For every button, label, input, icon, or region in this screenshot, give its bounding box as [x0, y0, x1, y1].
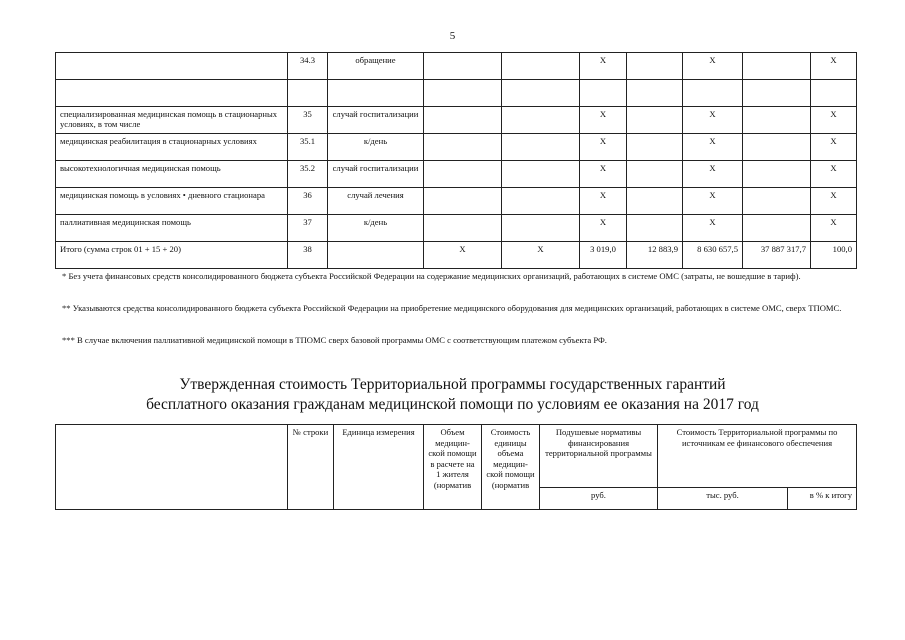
- table-cell-c6: Х: [580, 53, 627, 80]
- table-cell-c6: Х: [580, 188, 627, 215]
- table-cell-c4: [424, 53, 502, 80]
- table-row: [56, 242, 857, 269]
- table-cell-code: 38: [288, 242, 328, 269]
- approved-cost-table-header: [55, 424, 857, 510]
- page-number: 5: [449, 30, 456, 42]
- table-cell-c6: Х: [580, 107, 627, 134]
- table-cell-unit: к/день: [328, 215, 424, 242]
- table-cell-c9: [743, 215, 811, 242]
- table-cell-unit: случай госпитализации: [328, 107, 424, 134]
- table-cell-c5: [502, 215, 580, 242]
- table-cell-c7: [627, 80, 683, 107]
- table-cell-code: 36: [288, 188, 328, 215]
- table-cell-code: 34.3: [288, 53, 328, 80]
- table-cell-c5: Х: [502, 242, 580, 269]
- table-cell-c4: Х: [424, 242, 502, 269]
- table-cell-unit: [328, 242, 424, 269]
- table-row: [56, 80, 857, 107]
- table-cell-c8: Х: [683, 134, 743, 161]
- table-cell-c9: 37 887 317,7: [743, 242, 811, 269]
- table-cell-c10: Х: [811, 134, 857, 161]
- table-cell-c9: [743, 188, 811, 215]
- header-unit: Единица измерения: [334, 425, 424, 510]
- table-cell-unit: случай лечения: [328, 188, 424, 215]
- table-row: [56, 107, 857, 134]
- table-cell-unit: к/день: [328, 134, 424, 161]
- table-cell-c7: [627, 161, 683, 188]
- table-cell-c8: [683, 80, 743, 107]
- section-title-line2: бесплатного оказания гражданам медицинской помощи по условиям ее оказания на 2017 год: [146, 396, 759, 413]
- table-cell-c5: [502, 161, 580, 188]
- header-percent-total: в % к итогу: [788, 488, 857, 510]
- section-title-line1: Утвержденная стоимость Территориальной программы государственных гарантий: [179, 376, 726, 393]
- header-per-capita-norms: Подушевые нормативы финансирования территориальной программы: [540, 425, 658, 488]
- header-thousand-rub: тыс. руб.: [658, 488, 788, 510]
- table-cell-name: медицинская реабилитация в стационарных условиях: [56, 134, 288, 161]
- table-cell-c10: Х: [811, 53, 857, 80]
- table-cell-c10: Х: [811, 161, 857, 188]
- table-row: [56, 134, 857, 161]
- header-cost-by-source: Стоимость Территориальной программы по источникам ее финансового обеспечения: [658, 425, 857, 488]
- table-row: [56, 161, 857, 188]
- table-cell-name: Итого (сумма строк 01 + 15 + 20): [56, 242, 288, 269]
- table-cell-c6: Х: [580, 161, 627, 188]
- cost-table-continued: [55, 52, 857, 269]
- header-row-number: № строки: [288, 425, 334, 510]
- table-cell-c10: Х: [811, 107, 857, 134]
- table-cell-c9: [743, 134, 811, 161]
- table-cell-unit: случай госпитализации: [328, 161, 424, 188]
- table-cell-c7: 12 883,9: [627, 242, 683, 269]
- table-cell-code: [288, 80, 328, 107]
- table-cell-name: паллиативная медицинская помощь: [56, 215, 288, 242]
- table-cell-c4: [424, 215, 502, 242]
- table-cell-name: [56, 53, 288, 80]
- table-cell-code: 35.1: [288, 134, 328, 161]
- table-cell-c9: [743, 80, 811, 107]
- table-row: [56, 215, 857, 242]
- table-cell-c7: [627, 215, 683, 242]
- table-cell-c10: [811, 80, 857, 107]
- table-cell-c4: [424, 80, 502, 107]
- table-cell-c5: [502, 134, 580, 161]
- table-cell-code: 35: [288, 107, 328, 134]
- table-cell-c7: [627, 53, 683, 80]
- header-name-cell: [56, 425, 288, 510]
- table-cell-c7: [627, 134, 683, 161]
- table-cell-c4: [424, 107, 502, 134]
- table-cell-c10: 100,0: [811, 242, 857, 269]
- table-row: [56, 53, 857, 80]
- table-cell-c8: 8 630 657,5: [683, 242, 743, 269]
- table-cell-c8: Х: [683, 107, 743, 134]
- table-cell-name: специализированная медицинская помощь в стационарных условиях, в том числе: [56, 107, 288, 134]
- table-cell-c5: [502, 80, 580, 107]
- table-cell-unit: обращение: [328, 53, 424, 80]
- table-cell-c6: [580, 80, 627, 107]
- table-row: [56, 188, 857, 215]
- footnote-2: ** Указываются средства консолидированного бюджета субъекта Российской Федерации на приобретение медицинского оборудования для медицинских организаций, работающих в системе ОМС, сверх ТПОМС.: [62, 303, 842, 313]
- table-cell-c9: [743, 161, 811, 188]
- table-cell-c4: [424, 161, 502, 188]
- table-cell-code: 35.2: [288, 161, 328, 188]
- header-volume: Объем медицин-ской помощи в расчете на 1 жителя (норматив: [424, 425, 482, 510]
- header-unit-cost: Стоимость единицы объема медицин-ской помощи (норматив: [482, 425, 540, 510]
- table-cell-c8: Х: [683, 188, 743, 215]
- table-cell-c6: Х: [580, 215, 627, 242]
- table-cell-c8: Х: [683, 53, 743, 80]
- footnote-1: * Без учета финансовых средств консолидированного бюджета субъекта Российской Федерации на содержание медицинских организаций, работающих в системе ОМС (затраты, не вошедшие в тариф).: [62, 271, 801, 281]
- table-cell-c4: [424, 134, 502, 161]
- table-cell-name: медицинская помощь в условиях • дневного стационара: [56, 188, 288, 215]
- table-cell-code: 37: [288, 215, 328, 242]
- table-cell-c5: [502, 188, 580, 215]
- table-cell-c8: Х: [683, 215, 743, 242]
- table-cell-c10: Х: [811, 188, 857, 215]
- table-cell-c5: [502, 107, 580, 134]
- table-cell-c5: [502, 53, 580, 80]
- table-cell-unit: [328, 80, 424, 107]
- header-rub: руб.: [540, 488, 658, 510]
- table-cell-name: высокотехнологичная медицинская помощь: [56, 161, 288, 188]
- table-cell-c6: 3 019,0: [580, 242, 627, 269]
- table-cell-c8: Х: [683, 161, 743, 188]
- table-cell-c7: [627, 107, 683, 134]
- table-cell-c9: [743, 107, 811, 134]
- table-cell-c10: Х: [811, 215, 857, 242]
- table-cell-c6: Х: [580, 134, 627, 161]
- footnote-3: *** В случае включения паллиативной медицинской помощи в ТПОМС сверх базовой программы ОМС с соответствующим платежом субъекта РФ.: [62, 335, 607, 345]
- table-cell-name: [56, 80, 288, 107]
- table-cell-c7: [627, 188, 683, 215]
- table-cell-c9: [743, 53, 811, 80]
- table-cell-c4: [424, 188, 502, 215]
